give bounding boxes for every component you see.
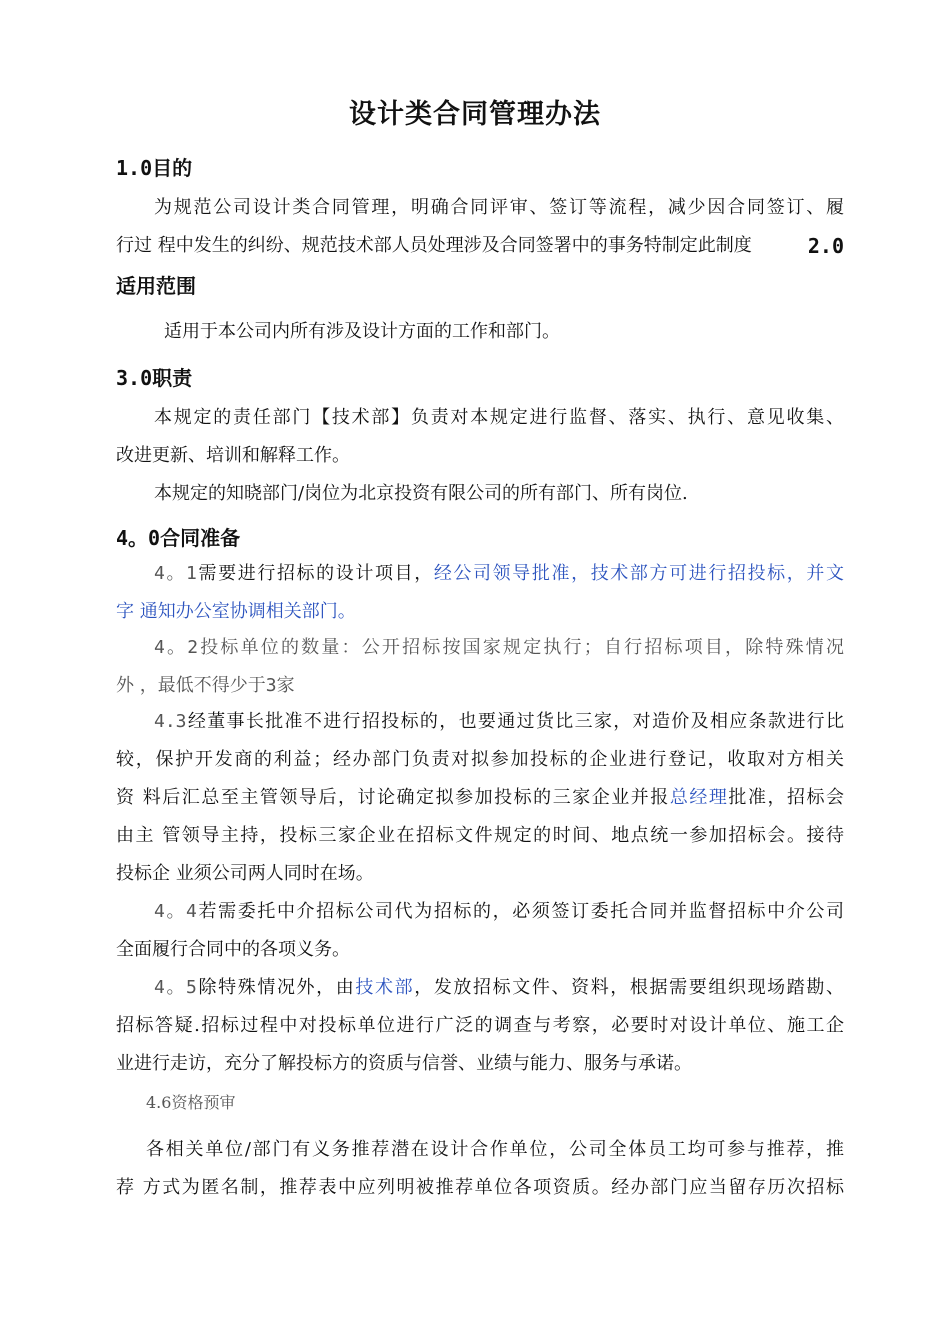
section-1-title: 目的 (152, 156, 193, 180)
para-4-2-line-1 (154, 636, 844, 660)
section-1-line-2-text: 行过 程中发生的纠纷、规范技术部人员处理涉及合同签署中的事务特制定此制度 (116, 235, 752, 256)
section-1-heading (116, 156, 844, 180)
section-1-line-2 (116, 234, 844, 258)
para-4-5-number: 4。5 (154, 977, 197, 998)
para-4-2-count: 3 (265, 675, 277, 696)
para-4-3-line-2: 较，保护开发商的利益；经办部门负责对拟参加投标的企业进行登记，收取对方相关 (116, 749, 844, 770)
section-2-heading: 适用范围 (116, 274, 196, 298)
section-4-number: 4。0 (116, 526, 161, 550)
para-4-2-line-2 (116, 674, 844, 698)
para-4-1-text-a: 需要进行招标的设计项目， (196, 563, 434, 584)
para-4-5-line-1 (154, 976, 844, 1000)
para-4-6-label: 4.6资格预审 (146, 1093, 236, 1112)
para-4-3-text-c3: 批准，招标会 (728, 787, 845, 808)
para-4-3-line-5: 投标企 业须公司两人同时在场。 (116, 863, 374, 884)
section-2-line-1: 适用于本公司内所有涉及设计方面的工作和部门。 (164, 321, 560, 342)
section-3-line-1: 本规定的责任部门【技术部】负责对本规定进行监督、落实、执行、意见收集、 (154, 407, 844, 428)
para-4-3-text-a: 经董事长批准不进行招投标的，也要通过货比三家，对造价及相应条款进行比 (186, 711, 844, 732)
para-4-1-line-1 (154, 562, 844, 586)
para-4-3-line-4: 由主 管领导主持，投标三家企业在招标文件规定的时间、地点统一参加招标会。接待 (116, 825, 844, 846)
para-4-3-line-3 (116, 786, 844, 810)
para-4-4-line-2: 全面履行合同中的各项义务。 (116, 939, 350, 960)
para-4-3-text-c1: 资 料后汇总至主管领导后，讨论确定拟参加投标的三家企业并报 (116, 787, 670, 808)
para-4-6-line-2: 荐 方式为匿名制，推荐表中应列明被推荐单位各项资质。经办部门应当留存历次招标 (116, 1177, 844, 1198)
document-title: 设计类合同管理办法 (349, 99, 601, 130)
section-3-heading (116, 366, 844, 390)
para-4-3-number: 4.3 (154, 711, 187, 732)
para-4-2-text-b: 外 ，最低不得少于 (116, 675, 266, 696)
para-4-4-text-a: 若需委托中介招标公司代为招标的，必须签订委托合同并监督招标中介公司 (196, 901, 844, 922)
para-4-2-text-a: 投标单位的数量：公开招标按国家规定执行；自行招标项目，除特殊情况 (198, 637, 844, 658)
section-1-line-1: 为规范公司设计类合同管理，明确合同评审、签订等流程，减少因合同签订、履 (154, 197, 844, 218)
link-tech-department[interactable]: 技术部 (355, 977, 415, 998)
para-4-4-line-1 (154, 900, 844, 924)
para-4-4-number: 4。4 (154, 901, 197, 922)
para-4-6-line-1: 各相关单位/部门有义务推荐潜在设计合作单位，公司全体员工均可参与推荐，推 (146, 1139, 844, 1160)
para-4-5-line-2: 招标答疑.招标过程中对投标单位进行广泛的调查与考察，必要时对设计单位、施工企 (116, 1015, 844, 1036)
section-3-title: 职责 (152, 366, 193, 390)
para-4-1-number: 4。1 (154, 563, 197, 584)
para-4-5-text-a3: ，发放招标文件、资料，根据需要组织现场踏勘、 (414, 977, 845, 998)
section-4-heading (116, 526, 844, 550)
section-3-line-2: 改进更新、培训和解释工作。 (116, 445, 350, 466)
link-general-manager[interactable]: 总经理 (669, 787, 729, 808)
section-2-number: 2.0 (807, 234, 844, 258)
section-4-title: 合同准备 (160, 526, 241, 550)
para-4-1-line-2: 字 通知办公室协调相关部门。 (116, 601, 356, 622)
section-3-line-3: 本规定的知晓部门/岗位为北京投资有限公司的所有部门、所有岗位. (154, 483, 688, 504)
para-4-2-number: 4。2 (154, 637, 199, 658)
section-3-number: 3.0 (116, 366, 153, 390)
para-4-3-line-1 (154, 710, 844, 734)
para-4-5-line-3: 业进行走访，充分了解投标方的资质与信誉、业绩与能力、服务与承诺。 (116, 1053, 692, 1074)
para-4-1-highlight: 经公司领导批准，技术部方可进行招投标，并文 (433, 563, 845, 584)
section-1-number: 1.0 (116, 156, 153, 180)
para-4-5-text-a1: 除特殊情况外，由 (196, 977, 356, 998)
para-4-2-tail: 家 (276, 675, 295, 696)
